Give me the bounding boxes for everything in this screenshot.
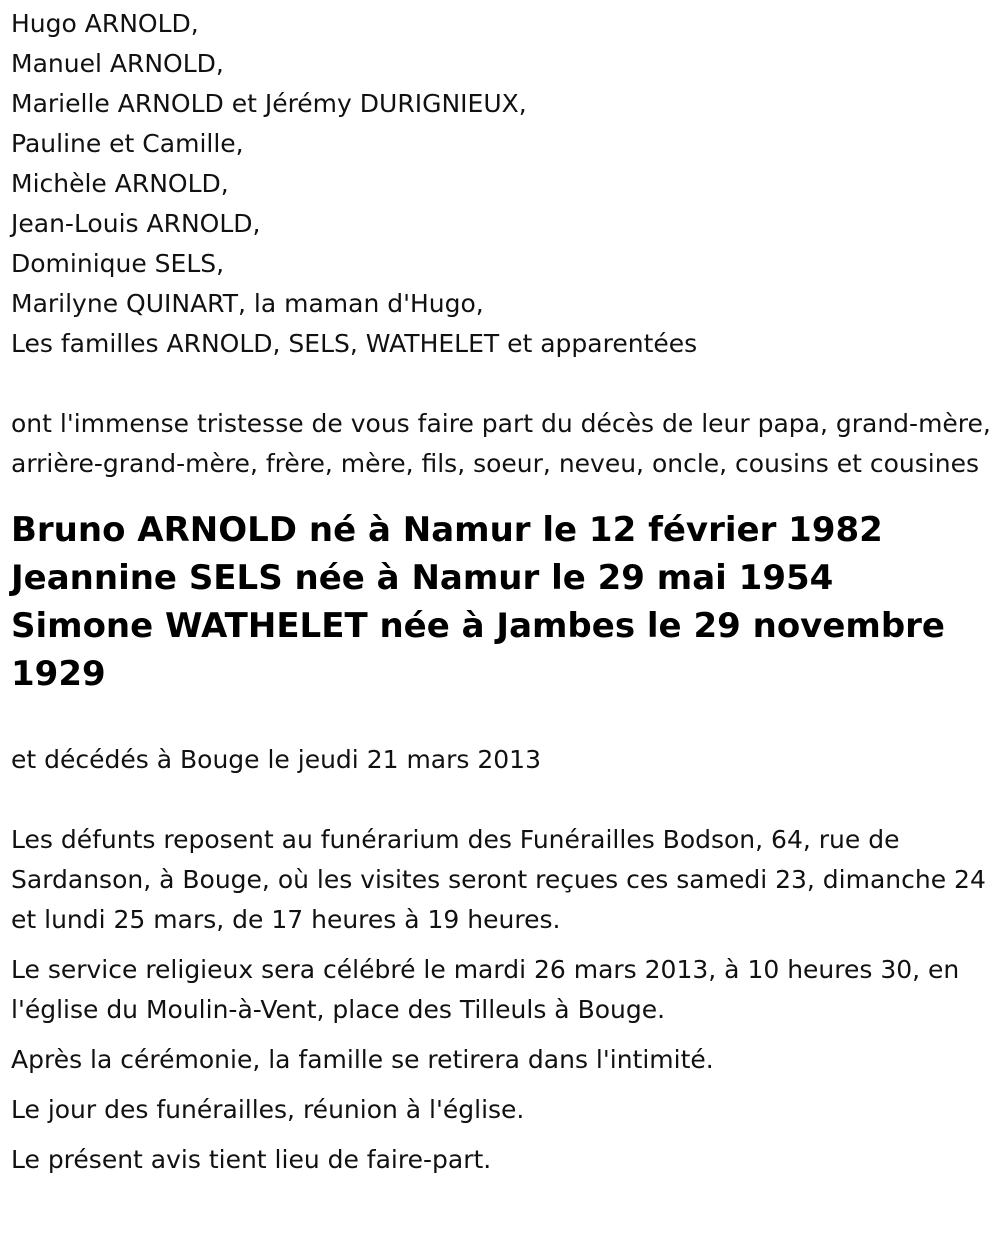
family-member: Hugo ARNOLD, — [11, 9, 199, 38]
family-member: Les familles ARNOLD, SELS, WATHELET et apparentées — [11, 329, 698, 358]
family-member: Marielle ARNOLD et Jérémy DURIGNIEUX, — [11, 89, 527, 118]
arrangement-paragraph: Les défunts reposent au funérarium des Funérailles Bodson, 64, rue de Sardanson, à Bouge, où les visites seront reçues ces samedi 23, dimanche 24 et lundi 25 mars, de 17 heures à 19 heures. — [11, 825, 986, 934]
death-date: et décédés à Bouge le jeudi 21 mars 2013 — [11, 745, 541, 774]
arrangement-paragraph: Le jour des funérailles, réunion à l'église. — [11, 1095, 525, 1124]
arrangement-paragraph: Le présent avis tient lieu de faire-part. — [11, 1145, 492, 1174]
arrangements — [11, 820, 989, 1180]
arrangement-paragraph: Le service religieux sera célébré le mardi 26 mars 2013, à 10 heures 30, en l'église du Moulin-à-Vent, place des Tilleuls à Bouge. — [11, 955, 960, 1024]
deceased-name: Simone WATHELET née à Jambes le 29 novembre 1929 — [11, 606, 945, 694]
family-member: Dominique SELS, — [11, 249, 225, 278]
family-member: Manuel ARNOLD, — [11, 49, 224, 78]
family-member: Pauline et Camille, — [11, 129, 244, 158]
deceased-name: Jeannine SELS née à Namur le 29 mai 1954 — [11, 558, 834, 598]
family-list — [11, 4, 989, 364]
announcement-intro: ont l'immense tristesse de vous faire part du décès de leur papa, grand-mère, arrière-grand-mère, frère, mère, fils, soeur, neveu, oncle, cousins et cousines — [11, 409, 991, 478]
arrangement-paragraph: Après la cérémonie, la famille se retirera dans l'intimité. — [11, 1045, 714, 1074]
family-member: Michèle ARNOLD, — [11, 169, 229, 198]
deceased-list — [11, 506, 989, 698]
family-member: Jean-Louis ARNOLD, — [11, 209, 261, 238]
family-member: Marilyne QUINART, la maman d'Hugo, — [11, 289, 484, 318]
deceased-name: Bruno ARNOLD né à Namur le 12 février 1982 — [11, 510, 883, 550]
